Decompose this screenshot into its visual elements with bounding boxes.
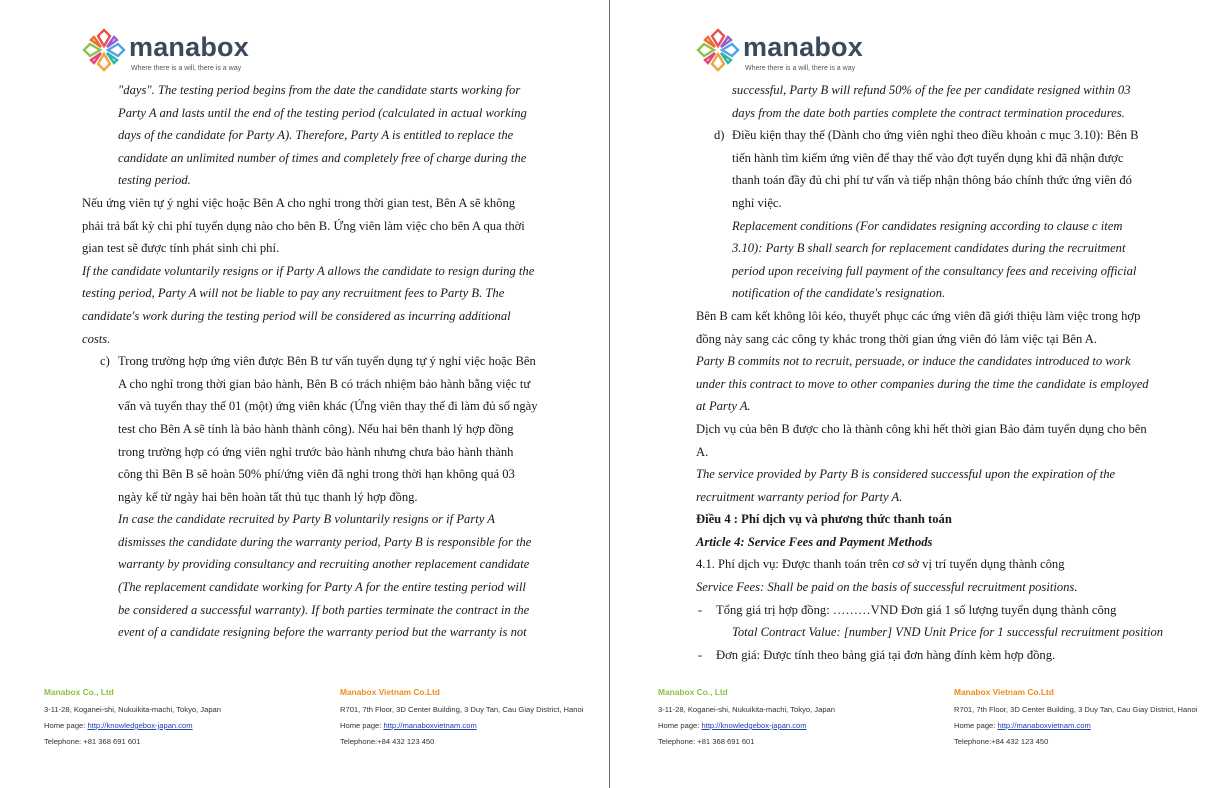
footer-vietnam: [954, 687, 1204, 753]
text-line: [82, 237, 562, 260]
homepage-label: Home page:: [44, 721, 88, 730]
brand-tagline: Where there is a will, there is a way: [131, 65, 242, 72]
text-line: [696, 418, 1176, 441]
line-text: trong trường hợp có ứng viên nghỉ trước bảo hành nhưng chưa bảo hành thành: [118, 444, 514, 459]
footer-vietnam-telephone: Telephone:+84 432 123 450: [340, 737, 435, 746]
line-text: under this contract to move to other companies during the time the candidate is employed: [696, 376, 1149, 391]
text-line: [82, 553, 562, 576]
line-text: Đơn giá: Được tính theo bảng giá tại đơn hàng đính kèm hợp đồng.: [716, 647, 1056, 662]
line-text: 4.1. Phí dịch vụ: Được thanh toán trên cơ sở vị trí tuyển dụng thành công: [696, 557, 1065, 572]
footer-japan-address: 3-11-28, Koganei-shi, Nukuikita-machi, Tokyo, Japan: [44, 705, 221, 714]
footer-japan: [658, 687, 898, 753]
line-text: warranty by providing consultancy and recruiting another replacement candidate: [118, 557, 530, 572]
text-line: [82, 169, 562, 192]
page-divider: [609, 0, 610, 788]
line-text: If the candidate voluntarily resigns or if Party A allows the candidate to resign during the: [82, 263, 535, 278]
text-line: [696, 192, 1176, 215]
text-line: [696, 576, 1176, 599]
text-line: [82, 463, 562, 486]
text-line: [82, 328, 562, 351]
text-line: [696, 621, 1176, 644]
text-line: [82, 147, 562, 170]
text-line: [82, 102, 562, 125]
text-line: [82, 531, 562, 554]
text-line: [696, 350, 1176, 373]
text-line: [696, 124, 1176, 147]
line-text: notification of the candidate's resignation.: [732, 286, 946, 301]
brand-name: manabox: [743, 32, 863, 62]
line-text: phải trả bất kỳ chi phí tuyển dụng nào cho bên B. Ứng viên làm việc cho bên A qua thời: [82, 218, 525, 233]
text-line: [696, 169, 1176, 192]
line-text: period upon receiving full payment of the consultancy fees and receiving official: [732, 263, 1137, 278]
text-line: [696, 644, 1176, 667]
footer-vietnam-title: Manabox Vietnam Co.Ltd: [340, 687, 440, 697]
line-text: Dịch vụ của bên B được cho là thành công khi hết thời gian Bảo đảm tuyển dụng cho bên: [696, 421, 1147, 436]
text-line: [696, 102, 1176, 125]
homepage-link[interactable]: http://knowledgebox-japan.com: [87, 721, 193, 730]
list-marker: d): [714, 128, 725, 143]
homepage-label: Home page:: [340, 721, 384, 730]
text-line: [696, 305, 1176, 328]
text-line: [696, 373, 1176, 396]
line-text: (The replacement candidate working for Party A for the entire testing period will: [118, 580, 526, 595]
text-line: [82, 441, 562, 464]
footer-vietnam: [340, 687, 590, 753]
text-line: [82, 486, 562, 509]
homepage-link[interactable]: http://knowledgebox-japan.com: [701, 721, 807, 730]
text-line: [696, 328, 1176, 351]
line-text: "days". The testing period begins from the date the candidate starts working for: [118, 83, 521, 97]
line-text: ngày kể từ ngày hai bên hoàn tất thủ tục thanh lý hợp đồng.: [118, 489, 418, 504]
line-text: testing period, Party A will not be liable to pay any recruitment fees to Party B. The: [82, 286, 505, 301]
homepage-label: Home page:: [658, 721, 702, 730]
text-line: [696, 260, 1176, 283]
text-line: [696, 215, 1176, 238]
footer-japan-homepage: [658, 721, 898, 730]
line-text: The service provided by Party B is considered successful upon the expiration of the: [696, 467, 1116, 482]
line-text: A.: [696, 444, 709, 459]
text-line: [82, 282, 562, 305]
text-line: [82, 599, 562, 622]
manabox-logo: [82, 28, 282, 76]
manabox-logo: [696, 28, 896, 76]
text-line: [696, 282, 1176, 305]
list-marker: -: [698, 602, 703, 617]
left-page-body: [82, 79, 562, 644]
text-line: [82, 215, 562, 238]
line-text: vấn và tuyển thay thế 01 (một) ứng viên khác (Ứng viên thay thế đi làm đủ số ngày: [118, 399, 538, 414]
text-line: [82, 418, 562, 441]
line-text: Article 4: Service Fees and Payment Methods: [696, 534, 933, 549]
line-text: Điều kiện thay thế (Dành cho ứng viên nghỉ theo điều khoản c mục 3.10): Bên B: [732, 128, 1139, 143]
list-marker: c): [100, 354, 110, 369]
footer-japan-telephone: Telephone: +81 368 691 601: [44, 737, 141, 746]
brand-name: manabox: [129, 32, 249, 62]
line-text: costs.: [82, 331, 111, 346]
line-text: Nếu ứng viên tự ý nghỉ việc hoặc Bên A cho nghỉ trong thời gian test, Bên A sẽ không: [82, 195, 516, 210]
line-text: days of the candidate for Party A). Therefore, Party A is entitled to replace the: [118, 128, 514, 143]
line-text: be considered a successful warranty). If both parties terminate the contract in the: [118, 602, 530, 617]
document-page-right: [612, 0, 1220, 788]
footer-japan-title: Manabox Co., Ltd: [44, 687, 114, 697]
text-line: [82, 79, 562, 102]
line-text: Điều 4 : Phí dịch vụ và phương thức thanh toán: [696, 512, 952, 527]
text-line: [696, 441, 1176, 464]
text-line: [82, 395, 562, 418]
line-text: testing period.: [118, 173, 191, 188]
text-line: [696, 147, 1176, 170]
text-line: [696, 463, 1176, 486]
line-text: Bên B cam kết không lôi kéo, thuyết phục các ứng viên đã giới thiệu làm việc trong hợp: [696, 308, 1141, 323]
manabox-flower-icon: [696, 28, 740, 72]
footer-japan-address: 3-11-28, Koganei-shi, Nukuikita-machi, Tokyo, Japan: [658, 705, 835, 714]
line-text: Trong trường hợp ứng viên được Bên B tư vấn tuyển dụng tự ý nghỉ việc hoặc Bên: [118, 354, 536, 369]
text-line: [696, 508, 1176, 531]
right-page-body: [696, 79, 1176, 666]
document-page-left: [0, 0, 608, 788]
line-text: nghỉ việc.: [732, 195, 782, 210]
line-text: thanh toán đầy đủ chi phí tư vấn và tiếp nhận thông báo chính thức ứng viên đó: [732, 173, 1132, 188]
text-line: [696, 79, 1176, 102]
line-text: Replacement conditions (For candidates resigning according to clause c item: [732, 218, 1123, 233]
text-line: [696, 531, 1176, 554]
footer-vietnam-telephone: Telephone:+84 432 123 450: [954, 737, 1049, 746]
line-text: Party A and lasts until the end of the testing period (calculated in actual working: [118, 105, 527, 120]
line-text: candidate an unlimited number of times and completely free of charge during the: [118, 150, 527, 165]
line-text: recruitment warranty period for Party A.: [696, 489, 903, 504]
text-line: [82, 373, 562, 396]
line-text: tiến hành tìm kiếm ứng viên để thay thế vào đợt tuyển dụng khi đã nhận được: [732, 150, 1124, 165]
text-line: [82, 124, 562, 147]
text-line: [696, 599, 1176, 622]
footer-japan-homepage: [44, 721, 284, 730]
footer-japan: [44, 687, 284, 753]
footer-japan-title: Manabox Co., Ltd: [658, 687, 728, 697]
text-line: [82, 305, 562, 328]
footer-vietnam-address: R701, 7th Floor, 3D Center Building, 3 Duy Tan, Cau Giay District, Hanoi: [340, 705, 584, 714]
line-text: A cho nghỉ trong thời gian bảo hành, Bên B có trách nhiệm bảo hành bằng việc tư: [118, 376, 531, 391]
text-line: [696, 237, 1176, 260]
text-line: [82, 192, 562, 215]
homepage-link[interactable]: http://manaboxvietnam.com: [997, 721, 1091, 730]
text-line: [82, 350, 562, 373]
line-text: Party B commits not to recruit, persuade, or induce the candidates introduced to work: [696, 354, 1131, 369]
text-line: [696, 486, 1176, 509]
list-marker: -: [698, 647, 703, 662]
line-text: successful, Party B will refund 50% of the fee per candidate resigned within 03: [732, 83, 1131, 97]
line-text: gian test sẽ được tính phát sinh chi phí.: [82, 241, 280, 256]
text-line: [82, 576, 562, 599]
text-line: [82, 621, 562, 644]
line-text: đồng này sang các công ty khác trong thời gian ứng viên đó làm việc tại Bên A.: [696, 331, 1097, 346]
line-text: công thì Bên B sẽ hoàn 50% phí/ứng viên đã nghỉ trong thời hạn không quá 03: [118, 467, 515, 482]
footer-vietnam-title: Manabox Vietnam Co.Ltd: [954, 687, 1054, 697]
line-text: days from the date both parties complete the contract termination procedures.: [732, 105, 1125, 120]
line-text: 3.10): Party B shall search for replacement candidates during the recruitment: [732, 241, 1126, 256]
footer-vietnam-address: R701, 7th Floor, 3D Center Building, 3 Duy Tan, Cau Giay District, Hanoi: [954, 705, 1198, 714]
brand-tagline: Where there is a will, there is a way: [745, 65, 856, 72]
text-line: [696, 395, 1176, 418]
line-text: In case the candidate recruited by Party B voluntarily resigns or if Party A: [118, 512, 495, 527]
footer-japan-telephone: Telephone: +81 368 691 601: [658, 737, 755, 746]
text-line: [696, 553, 1176, 576]
line-text: at Party A.: [696, 399, 751, 414]
line-text: Service Fees: Shall be paid on the basis of successful recruitment positions.: [696, 580, 1078, 595]
homepage-label: Home page:: [954, 721, 998, 730]
text-line: [82, 508, 562, 531]
footer-vietnam-homepage: [954, 721, 1204, 730]
line-text: Tổng giá trị hợp đồng: ………VND Đơn giá 1 số lượng tuyển dụng thành công: [716, 602, 1117, 617]
line-text: test cho Bên A sẽ tính là bảo hành thành công). Nếu hai bên thanh lý hợp đồng: [118, 421, 514, 436]
line-text: candidate's work during the testing period will be considered as incurring additional: [82, 308, 511, 323]
manabox-flower-icon: [82, 28, 126, 72]
line-text: event of a candidate resigning before the warranty period but the warranty is not: [118, 625, 527, 640]
footer-vietnam-homepage: [340, 721, 590, 730]
line-text: Total Contract Value: [number] VND Unit Price for 1 successful recruitment position: [732, 625, 1164, 640]
text-line: [82, 260, 562, 283]
line-text: dismisses the candidate during the warranty period, Party B is responsible for the: [118, 534, 532, 549]
homepage-link[interactable]: http://manaboxvietnam.com: [383, 721, 477, 730]
